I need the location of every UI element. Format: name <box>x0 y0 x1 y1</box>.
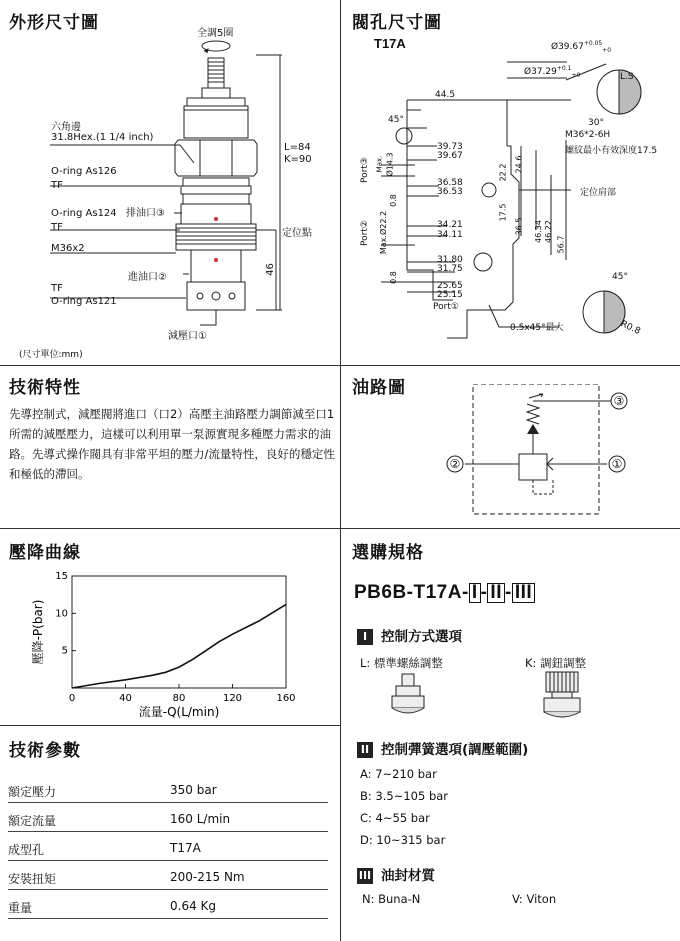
param-row <box>8 803 328 832</box>
spring-a: A: 7~210 bar <box>360 767 437 781</box>
params-title: 技術參數 <box>9 741 81 761</box>
locate-point-label: 定位點 <box>282 228 312 239</box>
model-code: PB6B-T17A- I - II - III <box>354 582 535 604</box>
x-axis-label: 流量-Q(L/min) <box>138 705 220 719</box>
cavity-dim-39-67: 39.67 <box>437 151 463 161</box>
param-row <box>8 890 328 919</box>
cavity-r08: R0.8 <box>618 319 642 337</box>
param-value: 0.64 Kg <box>170 899 217 913</box>
pressure-drop-line <box>72 604 286 688</box>
cavity-chamfer: 0.5x45°最大 <box>510 323 564 333</box>
cavity-dim-36-53: 36.53 <box>437 187 463 197</box>
seal-option-heading: III 油封材質 <box>358 868 435 884</box>
ordering-title: 選購規格 <box>352 543 424 563</box>
cavity-shoulder: 定位肩部 <box>580 188 617 198</box>
circuit-port3: ③ <box>613 394 625 408</box>
param-value: T17A <box>170 841 201 855</box>
features-text: 先導控制式，減壓閥將進口（口2）高壓主油路壓力調節減至口1所需的減壓壓力，這樣可以利用單一泵源實現多種壓力需求的油路。先導式操作閥具有非常平坦的壓力/流量特性，良好的穩定性和極低的滯回。 <box>9 407 335 481</box>
length-k-label: K=90 <box>284 154 312 165</box>
cavity-thread-note: 螺紋最小有效深度17.5 <box>565 146 658 156</box>
full-turn-label: 全調5圈 <box>197 28 234 39</box>
param-row <box>8 861 328 890</box>
param-row <box>8 832 328 861</box>
cavity-angle-30: 30° <box>588 118 604 128</box>
chart-frame <box>72 576 286 688</box>
x-tick-label: 0 <box>68 693 76 704</box>
param-label: 重量 <box>8 901 33 915</box>
cavity-ls: L.S <box>620 72 634 82</box>
reducing-port-label: 減壓口① <box>168 331 207 342</box>
param-value: 160 L/min <box>170 812 231 826</box>
cavity-angle-45b: 45° <box>612 272 628 282</box>
drain-port-label: 排油口③ <box>126 208 165 219</box>
cavity-dim-31-80: 31.80 <box>437 255 463 265</box>
cavity-dim-25-65: 25.65 <box>437 281 463 291</box>
cavity-dim-36-5: 36.5 <box>514 217 524 236</box>
option-k: K: 調鈕調整 <box>525 656 587 670</box>
cavity-dim-24-6: 24.6 <box>514 155 524 174</box>
y-axis-label: 壓降-P(bar) <box>31 599 45 665</box>
x-tick-label: 120 <box>222 693 243 704</box>
cavity-port2-dia: Max.Ø22.2 <box>379 210 389 255</box>
circuit-port2: ② <box>449 457 461 471</box>
param-label: 成型孔 <box>8 843 45 857</box>
curve-title: 壓降曲線 <box>9 543 81 563</box>
spring-c: C: 4~55 bar <box>360 811 430 825</box>
cavity-port1: Port① <box>433 302 459 312</box>
oring-126-label: O-ring As126 <box>51 166 117 177</box>
row-divider-2 <box>0 528 680 529</box>
cavity-d1: $Ø39.67^{+0.05}_{+0}$ <box>551 40 612 54</box>
spring-option-heading: II 控制彈簧選項(調壓範圍) <box>357 738 528 758</box>
oring-121-label: O-ring As121 <box>51 296 117 307</box>
pressure-drop-chart <box>30 570 320 720</box>
param-value: 200-215 Nm <box>170 870 245 884</box>
row-divider-3 <box>0 725 340 726</box>
cavity-dim-46-22: 46.22 <box>543 220 553 243</box>
cavity-model: T17A <box>374 36 406 51</box>
param-label: 額定流量 <box>8 814 57 828</box>
knob-adjust-icon <box>540 670 584 728</box>
x-tick-label: 40 <box>119 693 132 704</box>
param-label: 安裝扭矩 <box>8 872 57 886</box>
length-l-label: L=84 <box>284 142 311 153</box>
cavity-dim-17-5: 17.5 <box>498 203 508 222</box>
cavity-dim-39-73: 39.73 <box>437 142 463 152</box>
spring-b: B: 3.5~105 bar <box>360 789 449 803</box>
y-tick-label: 5 <box>61 645 68 657</box>
cavity-dim-44-5: 44.5 <box>435 90 456 100</box>
cavity-dim-34-11: 34.11 <box>437 230 463 240</box>
tf-label-1: TF <box>51 180 63 191</box>
y-tick-label: 10 <box>55 608 68 620</box>
cavity-dim-46-34: 46.34 <box>533 220 543 243</box>
screw-adjust-icon <box>388 672 428 718</box>
cavity-dim-22-2: 22.2 <box>498 163 508 182</box>
cavity-port3-dia: Ø14.3 <box>385 152 395 177</box>
cavity-drawing <box>341 0 680 365</box>
cavity-title: 閥孔尺寸圖 <box>352 13 442 33</box>
tf-label-2: TF <box>51 222 63 233</box>
cavity-dim-36-58: 36.58 <box>437 178 463 188</box>
param-row <box>8 774 328 803</box>
cavity-port3: Port③ <box>359 157 370 183</box>
option-l: L: 標準螺絲調整 <box>360 656 443 670</box>
hex-size-label: 31.8Hex.(1 1/4 inch) <box>51 132 154 143</box>
features-title: 技術特性 <box>9 378 81 398</box>
cavity-thread: M36*2-6H <box>565 130 611 140</box>
cavity-dim-0-8a: 0.8 <box>388 194 398 207</box>
inlet-port-label: 進油口② <box>128 272 167 283</box>
thread-label: M36x2 <box>51 243 85 254</box>
x-tick-label: 160 <box>276 693 296 704</box>
cavity-port2: Port② <box>359 220 370 246</box>
dimensions-title: 外形尺寸圖 <box>9 13 99 33</box>
y-tick-label: 15 <box>55 571 68 582</box>
row-divider-1 <box>0 365 680 366</box>
cavity-angle-45: 45° <box>388 115 404 125</box>
unit-note: (尺寸單位:mm) <box>19 350 83 360</box>
x-tick-label: 80 <box>172 693 186 704</box>
oring-124-label: O-ring As124 <box>51 208 117 219</box>
cavity-d2: $Ø37.29^{+0.1}_{+0}$ <box>524 65 581 79</box>
cavity-port3-max: Max. <box>375 155 384 173</box>
param-label: 額定壓力 <box>8 785 57 799</box>
tf-label-3: TF <box>51 283 63 294</box>
cavity-dim-25-15: 25.15 <box>437 290 463 300</box>
circuit-title: 油路圖 <box>352 378 406 398</box>
seal-n: N: Buna-N <box>362 892 421 906</box>
control-option-heading: I 控制方式選項 <box>357 625 462 645</box>
seal-v: V: Viton <box>512 892 557 906</box>
dim-46-label: 46 <box>264 263 276 276</box>
cavity-dim-31-75: 31.75 <box>437 264 463 274</box>
spring-d: D: 10~315 bar <box>360 833 446 847</box>
cavity-dim-56-7: 56.7 <box>556 235 566 254</box>
cavity-dim-0-8b: 0.8 <box>388 271 398 284</box>
circuit-port1: ① <box>611 457 623 471</box>
cavity-dim-34-21: 34.21 <box>437 220 463 230</box>
hex-label: 六角邊 <box>51 122 81 133</box>
param-value: 350 bar <box>170 783 217 797</box>
